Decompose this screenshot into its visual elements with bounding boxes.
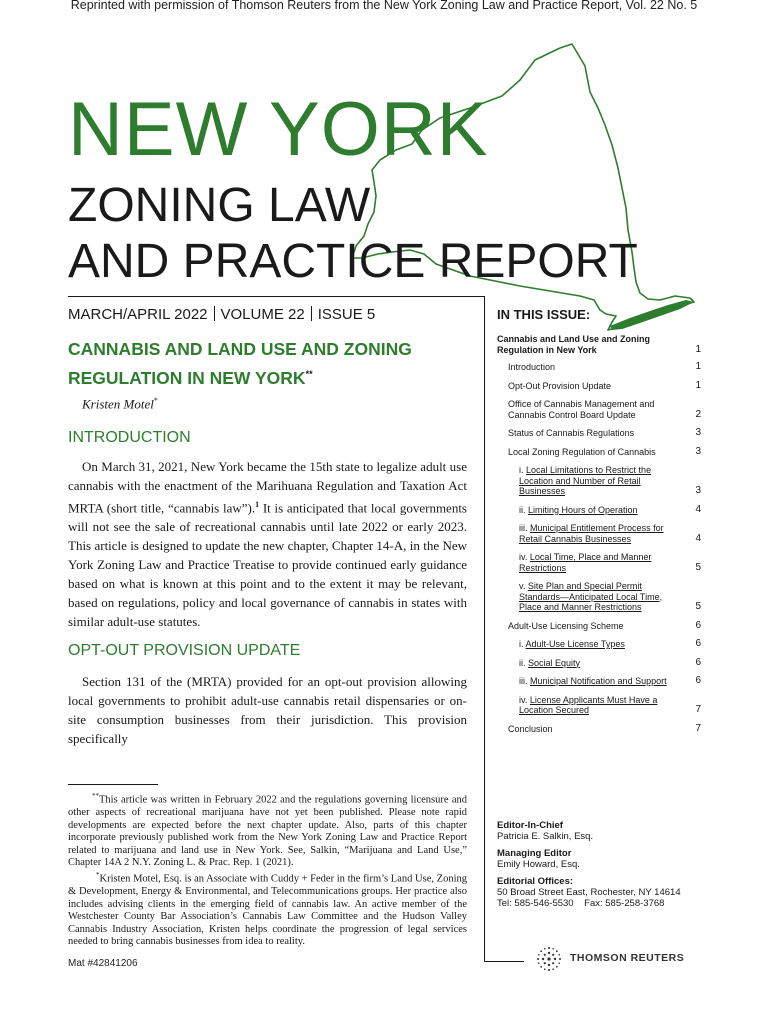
toc-item-title: Opt-Out Provision Update (508, 380, 612, 391)
toc-item-page: 6 (695, 619, 701, 631)
toc-item-page: 5 (695, 561, 701, 573)
toc-item (497, 447, 701, 458)
issue-number: ISSUE 5 (317, 306, 376, 323)
toc-item-label (497, 724, 701, 735)
toc-item-label (497, 695, 701, 716)
toc-item-page: 1 (695, 361, 701, 372)
reprint-notice: Reprinted with permission of Thomson Reuters from the New York Zoning Law and Practice Report, Vol. 22 No. 5 (70, 0, 698, 12)
toc-item-prefix: iv. (519, 552, 528, 562)
editor-in-chief-name: Patricia E. Salkin, Esq. (497, 831, 594, 842)
masthead-practice-report: AND PRACTICE REPORT (68, 235, 638, 288)
toc-item (497, 695, 701, 716)
toc-item-page: 7 (695, 722, 701, 734)
footnote-1-text: This article was written in February 2022 and the regulations governing licensure and other aspects of recreational marijuana have not yet been published. Please note rapid developments are expected before the next chapter update. Also, parts of this chapter incorporate previously published work from the New York Zoning Law and Practice Report related to marijuana and land use in New York. See, Salkin, “Marijuana and Land Use,” Chapter 14A 2 N.Y. Zoning L. & Prac. Rep. 1 (2021). (68, 794, 467, 868)
footnote-rule (68, 784, 158, 785)
toc-item-page: 3 (695, 445, 701, 457)
intro-footnote-ref: 1 (255, 500, 260, 509)
toc-item-prefix: ii. (519, 504, 526, 515)
toc-item-title: Introduction (508, 362, 556, 372)
bottom-rule (484, 961, 524, 962)
toc-item-title: Municipal Notification and Support (530, 676, 667, 686)
toc-item-title: Conclusion (508, 723, 553, 734)
toc-item-prefix: i. (519, 465, 524, 475)
toc-item-page: 4 (695, 532, 701, 544)
toc-item-label (497, 639, 701, 650)
thomson-reuters-wordmark: THOMSON REUTERS (570, 952, 685, 964)
divider (214, 306, 215, 321)
issue-volume: VOLUME 22 (220, 306, 305, 323)
toc-item-label (497, 676, 701, 687)
issue-date: MARCH/APRIL 2022 (68, 306, 208, 323)
issue-line (68, 306, 375, 323)
managing-editor-name: Emily Howard, Esq. (497, 859, 580, 870)
optout-paragraph (68, 672, 467, 748)
toc-item-title: Adult-Use License Types (525, 639, 625, 649)
toc-item-label (497, 552, 701, 573)
toc-item-label (497, 428, 701, 439)
footnote-2 (68, 869, 467, 949)
toc-item-prefix: v. (519, 581, 526, 591)
toc-item-title: Limiting Hours of Operation (528, 504, 638, 515)
title-footnote-mark: ** (305, 369, 313, 379)
toc-item-label (497, 658, 701, 669)
toc-item-title: Adult-Use Licensing Scheme (508, 620, 624, 631)
intro-paragraph (68, 457, 467, 631)
toc-item-page: 6 (695, 675, 701, 686)
toc-item-prefix: i. (519, 639, 524, 649)
in-this-issue-heading: IN THIS ISSUE: (497, 307, 591, 322)
toc-item (497, 381, 701, 392)
author-footnote-mark: * (153, 396, 158, 405)
toc-item (497, 505, 701, 516)
toc-item-label (497, 447, 701, 458)
optout-text: Section 131 of the (MRTA) provided for an opt-out provision allowing local governments to prohibit adult-use cannabis retail dispensaries or on-site consumption businesses from their jurisdiction. This provision specifically (68, 674, 467, 746)
toc-item-page: 5 (695, 601, 701, 612)
table-of-contents (497, 334, 701, 742)
editorial-address: 50 Broad Street East, Rochester, NY 14614 (497, 887, 681, 898)
toc-item-label (497, 362, 701, 373)
optout-heading: OPT-OUT PROVISION UPDATE (68, 642, 301, 659)
toc-item-label (497, 621, 701, 632)
editor-in-chief-label: Editor-In-Chief (497, 820, 563, 831)
toc-item-label (497, 505, 701, 516)
toc-item (497, 334, 701, 355)
toc-item (497, 362, 701, 373)
toc-item (497, 523, 701, 544)
masthead-zoning-law: ZONING LAW (68, 179, 371, 232)
masthead-new-york: NEW YORK (68, 87, 489, 172)
intro-text-2: It is anticipated that local governments will not see the sale of recreational cannabis until late 2022 or early 2023. This article is designed to update the new chapter, Chapter 14-A, in the New York Zoning Law and Practice Treatise to provide continued early guidance based on what is known at this point and to the extent it may be relevant, based on regulations, policy and local governance of cannabis in states with similar adult-use statutes. (68, 500, 467, 630)
toc-item-page: 6 (695, 638, 701, 649)
article-title-text: CANNABIS AND LAND USE AND ZONING REGULATION IN NEW YORK (68, 339, 412, 388)
toc-item (497, 724, 701, 735)
toc-item-label (497, 523, 701, 544)
toc-item-page: 1 (695, 379, 701, 391)
toc-item-title: Local Limitations to Restrict the Location and Number of Retail Businesses (519, 465, 652, 496)
toc-item-title: Site Plan and Special Permit Standards—Anticipated Local Time, Place and Manner Restrictions (519, 581, 663, 612)
mat-number: Mat #42841206 (68, 958, 138, 969)
top-rule (68, 296, 484, 297)
toc-item-title: Local Zoning Regulation of Cannabis (508, 446, 656, 457)
toc-item (497, 465, 701, 497)
footnote-1 (68, 790, 467, 870)
article-title (68, 337, 468, 391)
toc-item-label (497, 465, 701, 497)
intro-text-1: On March 31, 2021, New York became the 15th state to legalize adult use cannabis with the enactment of the Marihuana Regulation and Taxation Act MRTA (short title, “cannabis law”). (68, 459, 467, 516)
author-name: Kristen Motel (82, 396, 154, 412)
toc-item-label (497, 399, 701, 420)
divider (311, 306, 312, 321)
editorial-phones: Tel: 585-546-5530 Fax: 585-258-3768 (497, 898, 665, 909)
toc-item-title: Social Equity (528, 657, 581, 668)
toc-item (497, 581, 701, 613)
thomson-reuters-logo-icon (536, 946, 562, 972)
editors-block (497, 820, 707, 915)
toc-item (497, 639, 701, 650)
footnote-1-mark: ** (92, 792, 99, 800)
toc-item-label (497, 581, 701, 613)
toc-item-title: Cannabis and Land Use and Zoning Regulation in New York (497, 334, 651, 355)
toc-item-page: 7 (695, 704, 701, 715)
author-byline (82, 396, 158, 412)
toc-item-prefix: iii. (519, 676, 528, 686)
toc-item-label (497, 381, 701, 392)
toc-item (497, 676, 701, 687)
toc-item-prefix: iii. (519, 523, 528, 533)
toc-item-title: Office of Cannabis Management and Cannabis Control Board Update (508, 399, 655, 420)
toc-item-page: 2 (695, 408, 701, 420)
column-divider (484, 296, 485, 961)
toc-item (497, 428, 701, 439)
toc-item-prefix: ii. (519, 657, 526, 668)
toc-item-page: 6 (695, 656, 701, 668)
footnote-2-text: Kristen Motel, Esq. is an Associate with Cuddy + Feder in the firm’s Land Use, Zoning & Development, Energy & Environmental, and Telecommunications groups. Her practice also includes advising clients in the emerging field of cannabis law. An active member of the Westchester County Bar Association’s Cannabis Law Committee and the Hudson Valley Cannabis Industry Association, Kristen helps coordinate the progression of legal services needed to bring cannabis businesses from idea to reality. (68, 873, 467, 947)
toc-item (497, 658, 701, 669)
toc-item-page: 3 (695, 485, 701, 496)
toc-item-title: Status of Cannabis Regulations (508, 428, 635, 438)
toc-item-label (497, 334, 701, 355)
intro-heading: INTRODUCTION (68, 429, 191, 446)
toc-item (497, 399, 701, 420)
toc-item (497, 621, 701, 632)
toc-item-prefix: iv. (519, 694, 528, 705)
toc-item-title: License Applicants Must Have a Location Secured (519, 694, 658, 715)
toc-item-page: 3 (695, 427, 701, 438)
toc-item-title: Municipal Entitlement Process for Retail Cannabis Businesses (519, 523, 664, 544)
toc-item-page: 4 (695, 503, 701, 515)
footnote-2-mark: * (96, 871, 100, 879)
toc-item-page: 1 (695, 343, 701, 355)
managing-editor-label: Managing Editor (497, 848, 572, 859)
editorial-offices-label: Editorial Offices: (497, 876, 574, 887)
toc-item (497, 552, 701, 573)
toc-item-title: Local Time, Place and Manner Restrictions (519, 552, 652, 573)
